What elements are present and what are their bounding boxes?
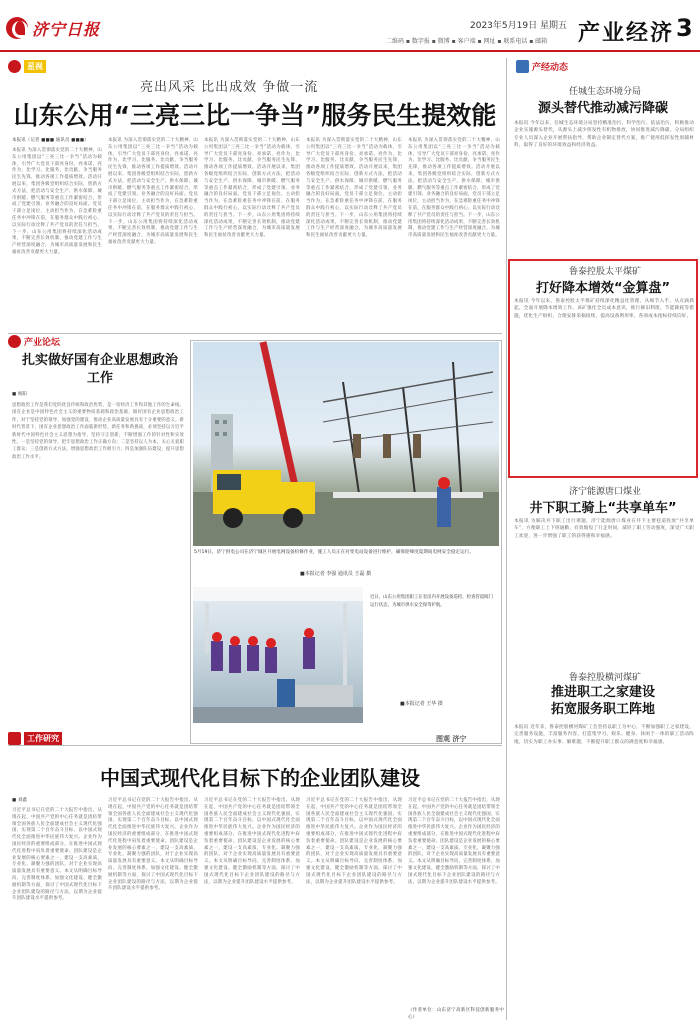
- forum-body: 思想政治工作是我们党的优良传统和政治优势，是一切经济工作和其他工作的生命线。国有企业是中国特色社会主义的重要物质基础和政治基础，做好国有企业思想政治工作，对于坚持党的领导、加强党的建设、推动企业高质量发展具有十分重要的意义。新时代背景下，国有企业思想政治工作面临新形势、新任务和新挑战，必须坚持以习近平新时代中国特色社会主义思想为指导，坚持守正创新，不断增强工作的针对性和实效性。一是坚持党的领导，把牢思想政治工作正确方向；二是坚持以人为本，关心关爱职工群众；三是创新方式方法，增强思想政治工作吸引力；四是加强队伍建设，提升思想政治工作水平。: [12, 403, 184, 460]
- work-body-col5: 习近平总书记在党的二十大报告中指出，从现在起，中国共产党的中心任务就是团结带领全国各族人民全面建成社会主义现代化强国、实现第二个百年奋斗目标，以中国式现代化全面推进中华民族伟大复兴。企业作为国民经济的重要组成部分，在推进中国式现代化进程中肩负着重要使命。团队建设是企业发展的核心要素之一，建设一支高素质、专业化、凝聚力强的团队，对于企业实现高质量发展具有重要意义。本文从明确目标导向、完善制度体系、加强文化建设、健全激励机制等方面，探讨了中国式现代化目标下企业团队建设的路径与方法，以期为企业提升团队建设水平提供参考。: [408, 798, 500, 885]
- photo2-caption: 近日，山东公用集团职工在泵房内开展设备巡检，检查管道阀门运行状态，为城市供水安全保驾护航。: [370, 595, 493, 608]
- photo2-credit: ■本报记者 王华 摄: [400, 701, 443, 707]
- lead-body-col1: 本报讯 为深入贯彻落实党的二十大精神，山东公用集团以“三亮三比一争当”活动为载体，引导广大党员干部亮身份、亮承诺、亮作为，比学习、比服务、比贡献，争当服务民生先锋，推动各项工作提质增效。活动开展以来，集团各级党组织结合实际，创新方式方法，把活动与安全生产、供水保障、城市供暖、燃气服务等重点工作紧密结合，形成了党建引领、业务融合的良好局面。党员干部立足岗位，主动担当作为，在急难险重任务中冲锋在前，在服务群众中践行初心，以实际行动诠释了共产党员的责任与担当。下一步，山东公用集团将持续深化活动成果，不断完善长效机制，推动党建工作与生产经营深度融合，为城市高质量发展和民生福祉改善贡献更大力量。: [12, 148, 102, 255]
- pump-room-photo: [193, 587, 363, 723]
- pump-room-illustration: [193, 587, 363, 723]
- lead-byline: 本报讯（记者 ■■■ 通讯员 ■■■）: [12, 138, 89, 143]
- right-column-tag: [516, 60, 568, 73]
- divider: [8, 333, 502, 334]
- work-column-tag: [8, 732, 62, 745]
- notebook-icon: [8, 732, 21, 745]
- page-number: 3: [676, 14, 693, 42]
- photo1-caption: 5月19日，济宁供电公司在济宁城区开展电网设备检修作业，施工人员正在对变电站设备进行维护，确保迎峰度夏期间电网安全稳定运行。: [194, 550, 474, 555]
- divider: [8, 745, 502, 746]
- lead-headline: 山东公用“三亮三比一争当”服务民生提效能: [13, 101, 497, 130]
- story4-kicker: 鲁泰控股横河煤矿: [568, 673, 641, 683]
- lead-body-col5: 本报讯 为深入贯彻落实党的二十大精神，山东公用集团以“三亮三比一争当”活动为载体，引导广大党员干部亮身份、亮承诺、亮作为，比学习、比服务、比贡献，争当服务民生先锋，推动各项工作提质增效。活动开展以来，集团各级党组织结合实际，创新方式方法，把活动与安全生产、供水保障、城市供暖、燃气服务等重点工作紧密结合，形成了党建引领、业务融合的良好局面。党员干部立足岗位，主动担当作为，在急难险重任务中冲锋在前，在服务群众中践行初心，以实际行动诠释了共产党员的责任与担当。下一步，山东公用集团将持续深化活动成果，不断完善长效机制，推动党建工作与生产经营深度融合，为城市高质量发展和民生福祉改善贡献更大力量。: [408, 138, 500, 239]
- work-body-col4: 习近平总书记在党的二十大报告中指出，从现在起，中国共产党的中心任务就是团结带领全国各族人民全面建成社会主义现代化强国、实现第二个百年奋斗目标，以中国式现代化全面推进中华民族伟大复兴。企业作为国民经济的重要组成部分，在推进中国式现代化进程中肩负着重要使命。团队建设是企业发展的核心要素之一，建设一支高素质、专业化、凝聚力强的团队，对于企业实现高质量发展具有重要意义。本文从明确目标导向、完善制度体系、加强文化建设、健全激励机制等方面，探讨了中国式现代化目标下企业团队建设的路径与方法，以期为企业提升团队建设水平提供参考。: [306, 798, 402, 885]
- masthead-links: 二维码 ▪ 数字报 ▪ 微博 ▪ 客户端 ▪ 网址 ▪ 联系电话 ▪ 邮箱: [386, 38, 548, 45]
- forum-byline: ■ 杨阳: [12, 392, 28, 397]
- right-tag-label: 产经动态: [532, 63, 569, 73]
- logo-text: 济宁日报: [32, 19, 101, 39]
- lead-body-col2: 本报讯 为深入贯彻落实党的二十大精神，山东公用集团以“三亮三比一争当”活动为载体，引导广大党员干部亮身份、亮承诺、亮作为，比学习、比服务、比贡献，争当服务民生先锋，推动各项工作提质增效。活动开展以来，集团各级党组织结合实际，创新方式方法，把活动与安全生产、供水保障、城市供暖、燃气服务等重点工作紧密结合，形成了党建引领、业务融合的良好局面。党员干部立足岗位，主动担当作为，在急难险重任务中冲锋在前，在服务群众中践行初心，以实际行动诠释了共产党员的责任与担当。下一步，山东公用集团将持续深化活动成果，不断完善长效机制，推动党建工作与生产经营深度融合，为城市高质量发展和民生福祉改善贡献更大力量。: [108, 138, 198, 245]
- section-title: 产业经济: [578, 21, 675, 46]
- lead-kicker: 亮出风采 比出成效 争做一流: [140, 80, 319, 95]
- story3-body: 本报讯 为解决井下职工出行难题，济宁能源唐口煤业在井下主要巷道投放“共享单车”，方便职工上下班通勤，有效缩短了行走时间，减轻了职工劳动强度，深受广大职工欢迎，进一步增强了职工的获得感和幸福感。: [514, 519, 694, 539]
- work-body-col2: 习近平总书记在党的二十大报告中指出，从现在起，中国共产党的中心任务就是团结带领全国各族人民全面建成社会主义现代化强国、实现第二个百年奋斗目标，以中国式现代化全面推进中华民族伟大复兴。企业作为国民经济的重要组成部分，在推进中国式现代化进程中肩负着重要使命。团队建设是企业发展的核心要素之一，建设一支高素质、专业化、凝聚力强的团队，对于企业实现高质量发展具有重要意义。本文从明确目标导向、完善制度体系、加强文化建设、健全激励机制等方面，探讨了中国式现代化目标下企业团队建设的路径与方法，以期为企业提升团队建设水平提供参考。: [108, 798, 198, 892]
- column-divider: [506, 58, 507, 1020]
- masthead: [0, 0, 700, 52]
- issue-date: 2023年5月19日 星期五: [470, 21, 567, 31]
- forum-icon: [8, 335, 21, 348]
- substation-photo: [193, 342, 499, 546]
- lead-body-col3: 本报讯 为深入贯彻落实党的二十大精神，山东公用集团以“三亮三比一争当”活动为载体，引导广大党员干部亮身份、亮承诺、亮作为，比学习、比服务、比贡献，争当服务民生先锋，推动各项工作提质增效。活动开展以来，集团各级党组织结合实际，创新方式方法，把活动与安全生产、供水保障、城市供暖、燃气服务等重点工作紧密结合，形成了党建引领、业务融合的良好局面。党员干部立足岗位，主动担当作为，在急难险重任务中冲锋在前，在服务群众中践行初心，以实际行动诠释了共产党员的责任与担当。下一步，山东公用集团将持续深化活动成果，不断完善长效机制，推动党建工作与生产经营深度融合，为城市高质量发展和民生福祉改善贡献更大力量。: [204, 138, 300, 239]
- story2-headline: 打好降本增效“金算盘”: [535, 281, 671, 296]
- work-author-note: （作者单位：山东济宁高新区科技创新服务中心）: [408, 1008, 504, 1020]
- story3-kicker: 济宁能源唐口煤业: [568, 487, 641, 497]
- photo1-credit: ■本报记者 李强 通讯员 王磊 摄: [300, 571, 372, 577]
- lead-body-col4: 本报讯 为深入贯彻落实党的二十大精神，山东公用集团以“三亮三比一争当”活动为载体，引导广大党员干部亮身份、亮承诺、亮作为，比学习、比服务、比贡献，争当服务民生先锋，推动各项工作提质增效。活动开展以来，集团各级党组织结合实际，创新方式方法，把活动与安全生产、供水保障、城市供暖、燃气服务等重点工作紧密结合，形成了党建引领、业务融合的良好局面。党员干部立足岗位，主动担当作为，在急难险重任务中冲锋在前，在服务群众中践行初心，以实际行动诠释了共产党员的责任与担当。下一步，山东公用集团将持续深化活动成果，不断完善长效机制，推动党建工作与生产经营深度融合，为城市高质量发展和民生福祉改善贡献更大力量。: [306, 138, 402, 239]
- photo-section-label: 图观 济宁: [436, 735, 467, 743]
- lead-column-tag: [8, 60, 46, 73]
- forum-column-tag: [8, 335, 60, 348]
- story3-headline: 井下职工骑上“共享单车”: [529, 501, 677, 516]
- news-icon: [516, 60, 529, 73]
- work-body-col1: 习近平总书记在党的二十大报告中指出，从现在起，中国共产党的中心任务就是团结带领全国各族人民全面建成社会主义现代化强国、实现第二个百年奋斗目标，以中国式现代化全面推进中华民族伟大复兴。企业作为国民经济的重要组成部分，在推进中国式现代化进程中肩负着重要使命。团队建设是企业发展的核心要素之一，建设一支高素质、专业化、凝聚力强的团队，对于企业实现高质量发展具有重要意义。本文从明确目标导向、完善制度体系、加强文化建设、健全激励机制等方面，探讨了中国式现代化目标下企业团队建设的路径与方法，以期为企业提升团队建设水平提供参考。: [12, 808, 102, 902]
- story1-kicker: 任城生态环境分局: [568, 87, 641, 97]
- story4-headline: 推进职工之家建设 拓宽服务职工阵地: [550, 685, 655, 717]
- work-tag-label: 工作研究: [24, 732, 62, 745]
- story4-body: 本报讯 近年来，鲁泰控股横河煤矿工会坚持以职工为中心，不断加强职工之家建设，完善服务设施，丰富服务内容，打造集学习、娱乐、健身、休闲于一体的职工活动阵地，切实为职工办实事、解难题，不断提升职工群众的满意度和幸福感。: [514, 725, 694, 745]
- lead-tag-label: 星视: [24, 60, 46, 73]
- newspaper-logo: [6, 14, 106, 42]
- work-body-col3: 习近平总书记在党的二十大报告中指出，从现在起，中国共产党的中心任务就是团结带领全国各族人民全面建成社会主义现代化强国、实现第二个百年奋斗目标，以中国式现代化全面推进中华民族伟大复兴。企业作为国民经济的重要组成部分，在推进中国式现代化进程中肩负着重要使命。团队建设是企业发展的核心要素之一，建设一支高素质、专业化、凝聚力强的团队，对于企业实现高质量发展具有重要意义。本文从明确目标导向、完善制度体系、加强文化建设、健全激励机制等方面，探讨了中国式现代化目标下企业团队建设的路径与方法，以期为企业提升团队建设水平提供参考。: [204, 798, 300, 885]
- work-byline: ■ 刘鑫: [12, 798, 28, 803]
- forum-tag-label: 产业论坛: [24, 338, 61, 348]
- logo-icon: [6, 17, 28, 39]
- work-headline: 中国式现代化目标下的企业团队建设: [100, 766, 420, 790]
- story1-headline: 源头替代推动减污降碳: [537, 101, 668, 116]
- forum-headline: 扎实做好国有企业思想政治工作: [21, 353, 178, 386]
- story2-body: 本报讯 今年以来，鲁泰控股太平煤矿持续深化精益化管理，从细节入手、从点滴抓起，全面开展降本增效工作。该矿强化全员成本意识，推行修旧利废、节能降耗等措施，优化生产组织，合理安排采掘接续，提高设备利用率，各项成本指标持续向好。: [514, 299, 694, 319]
- substation-illustration: [193, 342, 499, 546]
- story2-kicker: 鲁泰控股太平煤矿: [568, 267, 641, 277]
- story1-body: 本报讯 今年以来，任城生态环境分局坚持精准治污、科学治污、依法治污，积极推动企业实施源头替代，从源头上减少挥发性有机物排放，协同推进减污降碳。分局组织专业人员深入企业开展帮扶指导，帮助企业制定替代方案，推广使用低挥发性原辅材料，取得了良好的环境效益和经济效益。: [514, 121, 694, 149]
- camera-icon: [8, 60, 21, 73]
